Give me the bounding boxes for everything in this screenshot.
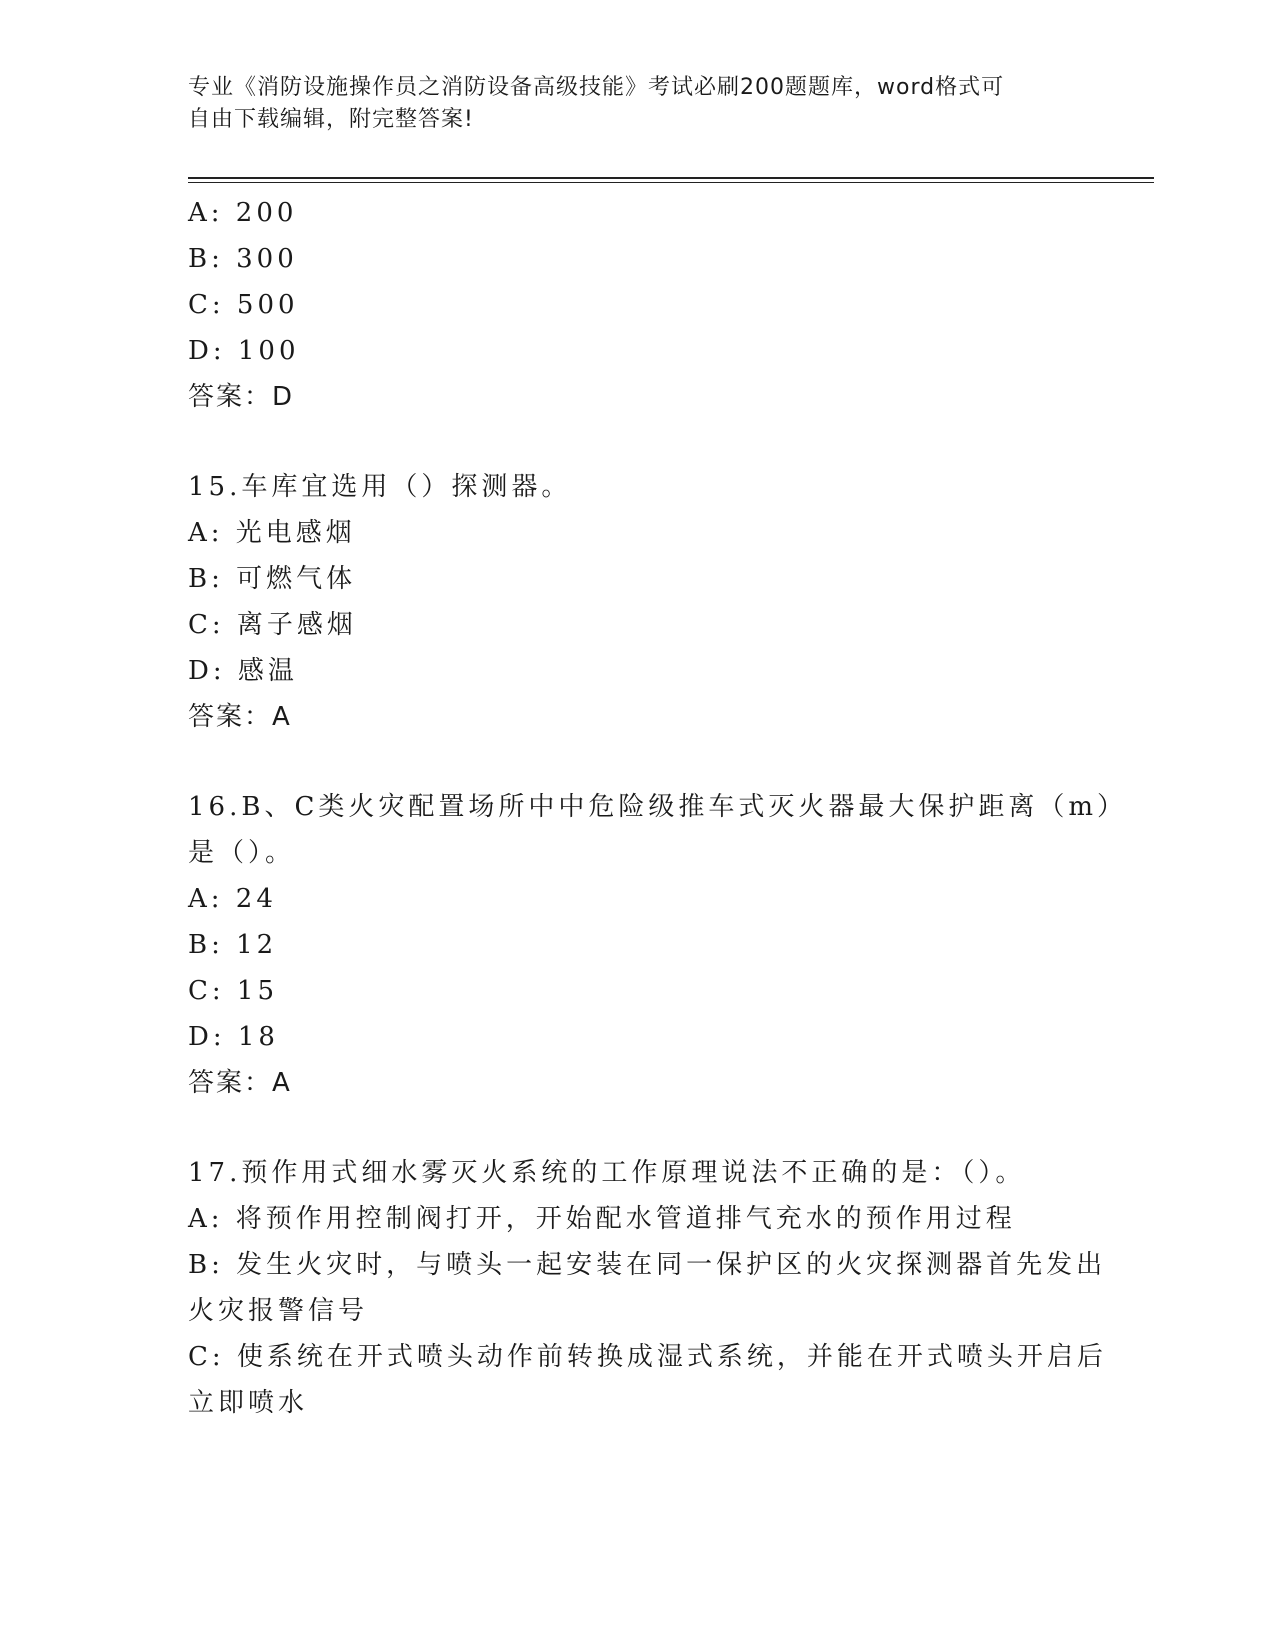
option-d: D: 感温 xyxy=(188,656,298,686)
option-b-cont: 火灾报警信号 xyxy=(188,1296,369,1326)
option-a: A: 将预作用控制阀打开，开始配水管道排气充水的预作用过程 xyxy=(188,1204,1016,1234)
question-17 xyxy=(188,1150,1107,1426)
question-text: 16.B、C类火灾配置场所中中危险级推车式灭火器最大保护距离（m） xyxy=(188,792,1128,822)
question-text: 17.预作用式细水雾灭火系统的工作原理说法不正确的是：（）。 xyxy=(188,1158,1026,1188)
question-14-tail xyxy=(188,190,1088,420)
header-line-2: 自由下载编辑，附完整答案! xyxy=(188,107,474,132)
question-15 xyxy=(188,464,1088,740)
question-text: 15.车库宜选用（）探测器。 xyxy=(188,472,572,502)
option-c-cont: 立即喷水 xyxy=(188,1388,309,1418)
header-rule-thin xyxy=(188,182,1154,183)
option-c: C: 离子感烟 xyxy=(188,610,357,640)
question-list xyxy=(188,190,1128,1426)
answer: 答案：D xyxy=(188,382,295,412)
option-d: D: 18 xyxy=(188,1022,279,1052)
option-b: B: 300 xyxy=(188,244,298,274)
question-16 xyxy=(188,784,1128,1106)
option-c: C: 使系统在开式喷头动作前转换成湿式系统，并能在开式喷头开启后 xyxy=(188,1342,1107,1372)
option-a: A: 24 xyxy=(188,884,277,914)
header-line-1: 专业《消防设施操作员之消防设备高级技能》考试必刷200题题库，word格式可 xyxy=(188,75,1005,100)
option-b: B: 发生火灾时，与喷头一起安装在同一保护区的火灾探测器首先发出 xyxy=(188,1250,1107,1280)
option-a: A: 200 xyxy=(188,198,298,228)
option-d: D: 100 xyxy=(188,336,300,366)
document-header xyxy=(188,72,1088,136)
option-b: B: 12 xyxy=(188,930,278,960)
question-text-cont: 是（）。 xyxy=(188,838,296,868)
option-b: B: 可燃气体 xyxy=(188,564,357,594)
answer: 答案：A xyxy=(188,1068,292,1098)
answer: 答案：A xyxy=(188,702,292,732)
option-c: C: 500 xyxy=(188,290,299,320)
header-rule xyxy=(188,177,1154,179)
option-a: A: 光电感烟 xyxy=(188,518,356,548)
option-c: C: 15 xyxy=(188,976,279,1006)
